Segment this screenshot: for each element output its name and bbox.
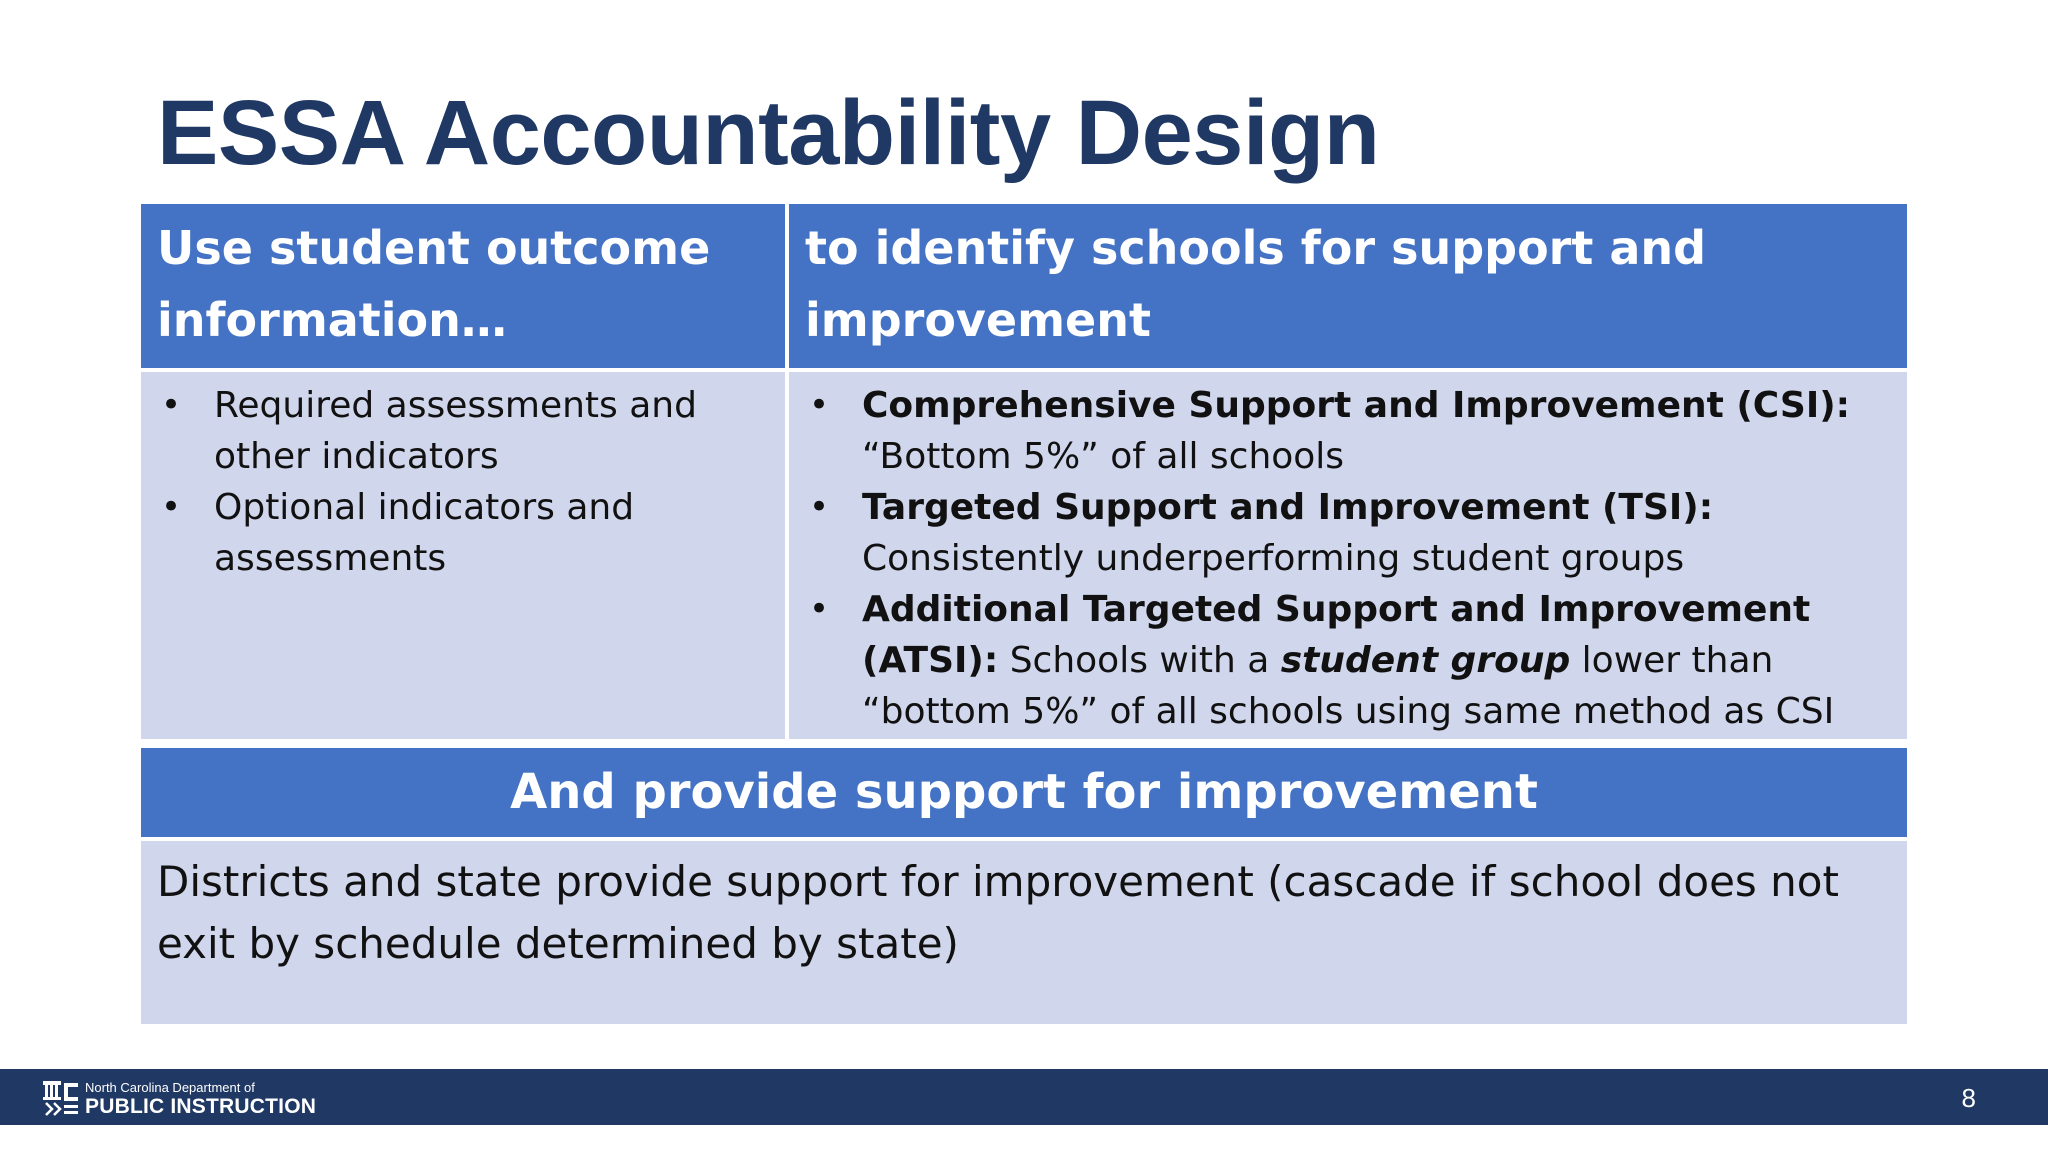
atsi-term: Additional Targeted Support and Improvement (ATSI): [862,589,1811,681]
csi-term: Comprehensive Support and Improvement (CSI): [862,385,1851,426]
support-description: Districts and state provide support for improvement (cascade if school does not exit by schedule determined by state) [141,841,1907,1024]
atsi-description-end: lower than “bottom 5%” of all schools using same method as CSI [862,640,1835,732]
list-item [803,380,1893,482]
tsi-description: Consistently underperforming student groups [862,538,1685,579]
org-name-line1: North Carolina Department of [85,1080,255,1095]
design-table [141,204,1907,739]
list-item [803,584,1893,737]
list-item: • Required assessments and other indicators [155,380,771,482]
support-band-header: And provide support for improvement [141,748,1907,837]
identification-list [803,380,1893,737]
left-column-body [141,372,785,739]
right-column-header: to identify schools for support and improvement [789,204,1907,368]
tsi-term: Targeted Support and Improvement (TSI): [862,487,1714,528]
atsi-emphasis: student group [1280,640,1571,681]
ncdpi-logo-icon [42,1079,82,1117]
page-number: 8 [1961,1083,1976,1113]
outcome-info-list [155,380,771,584]
slide-title: ESSA Accountability Design [157,82,1380,184]
left-column-header: Use student outcome information… [141,204,785,368]
list-item [803,482,1893,584]
right-column-body [789,372,1907,739]
footer-bar [0,1069,2048,1125]
org-name-line2: PUBLIC INSTRUCTION [85,1095,317,1118]
atsi-description-start: Schools with a [998,640,1281,681]
csi-description: “Bottom 5%” of all schools [862,436,1345,477]
list-item: • Optional indicators and assessments [155,482,771,584]
